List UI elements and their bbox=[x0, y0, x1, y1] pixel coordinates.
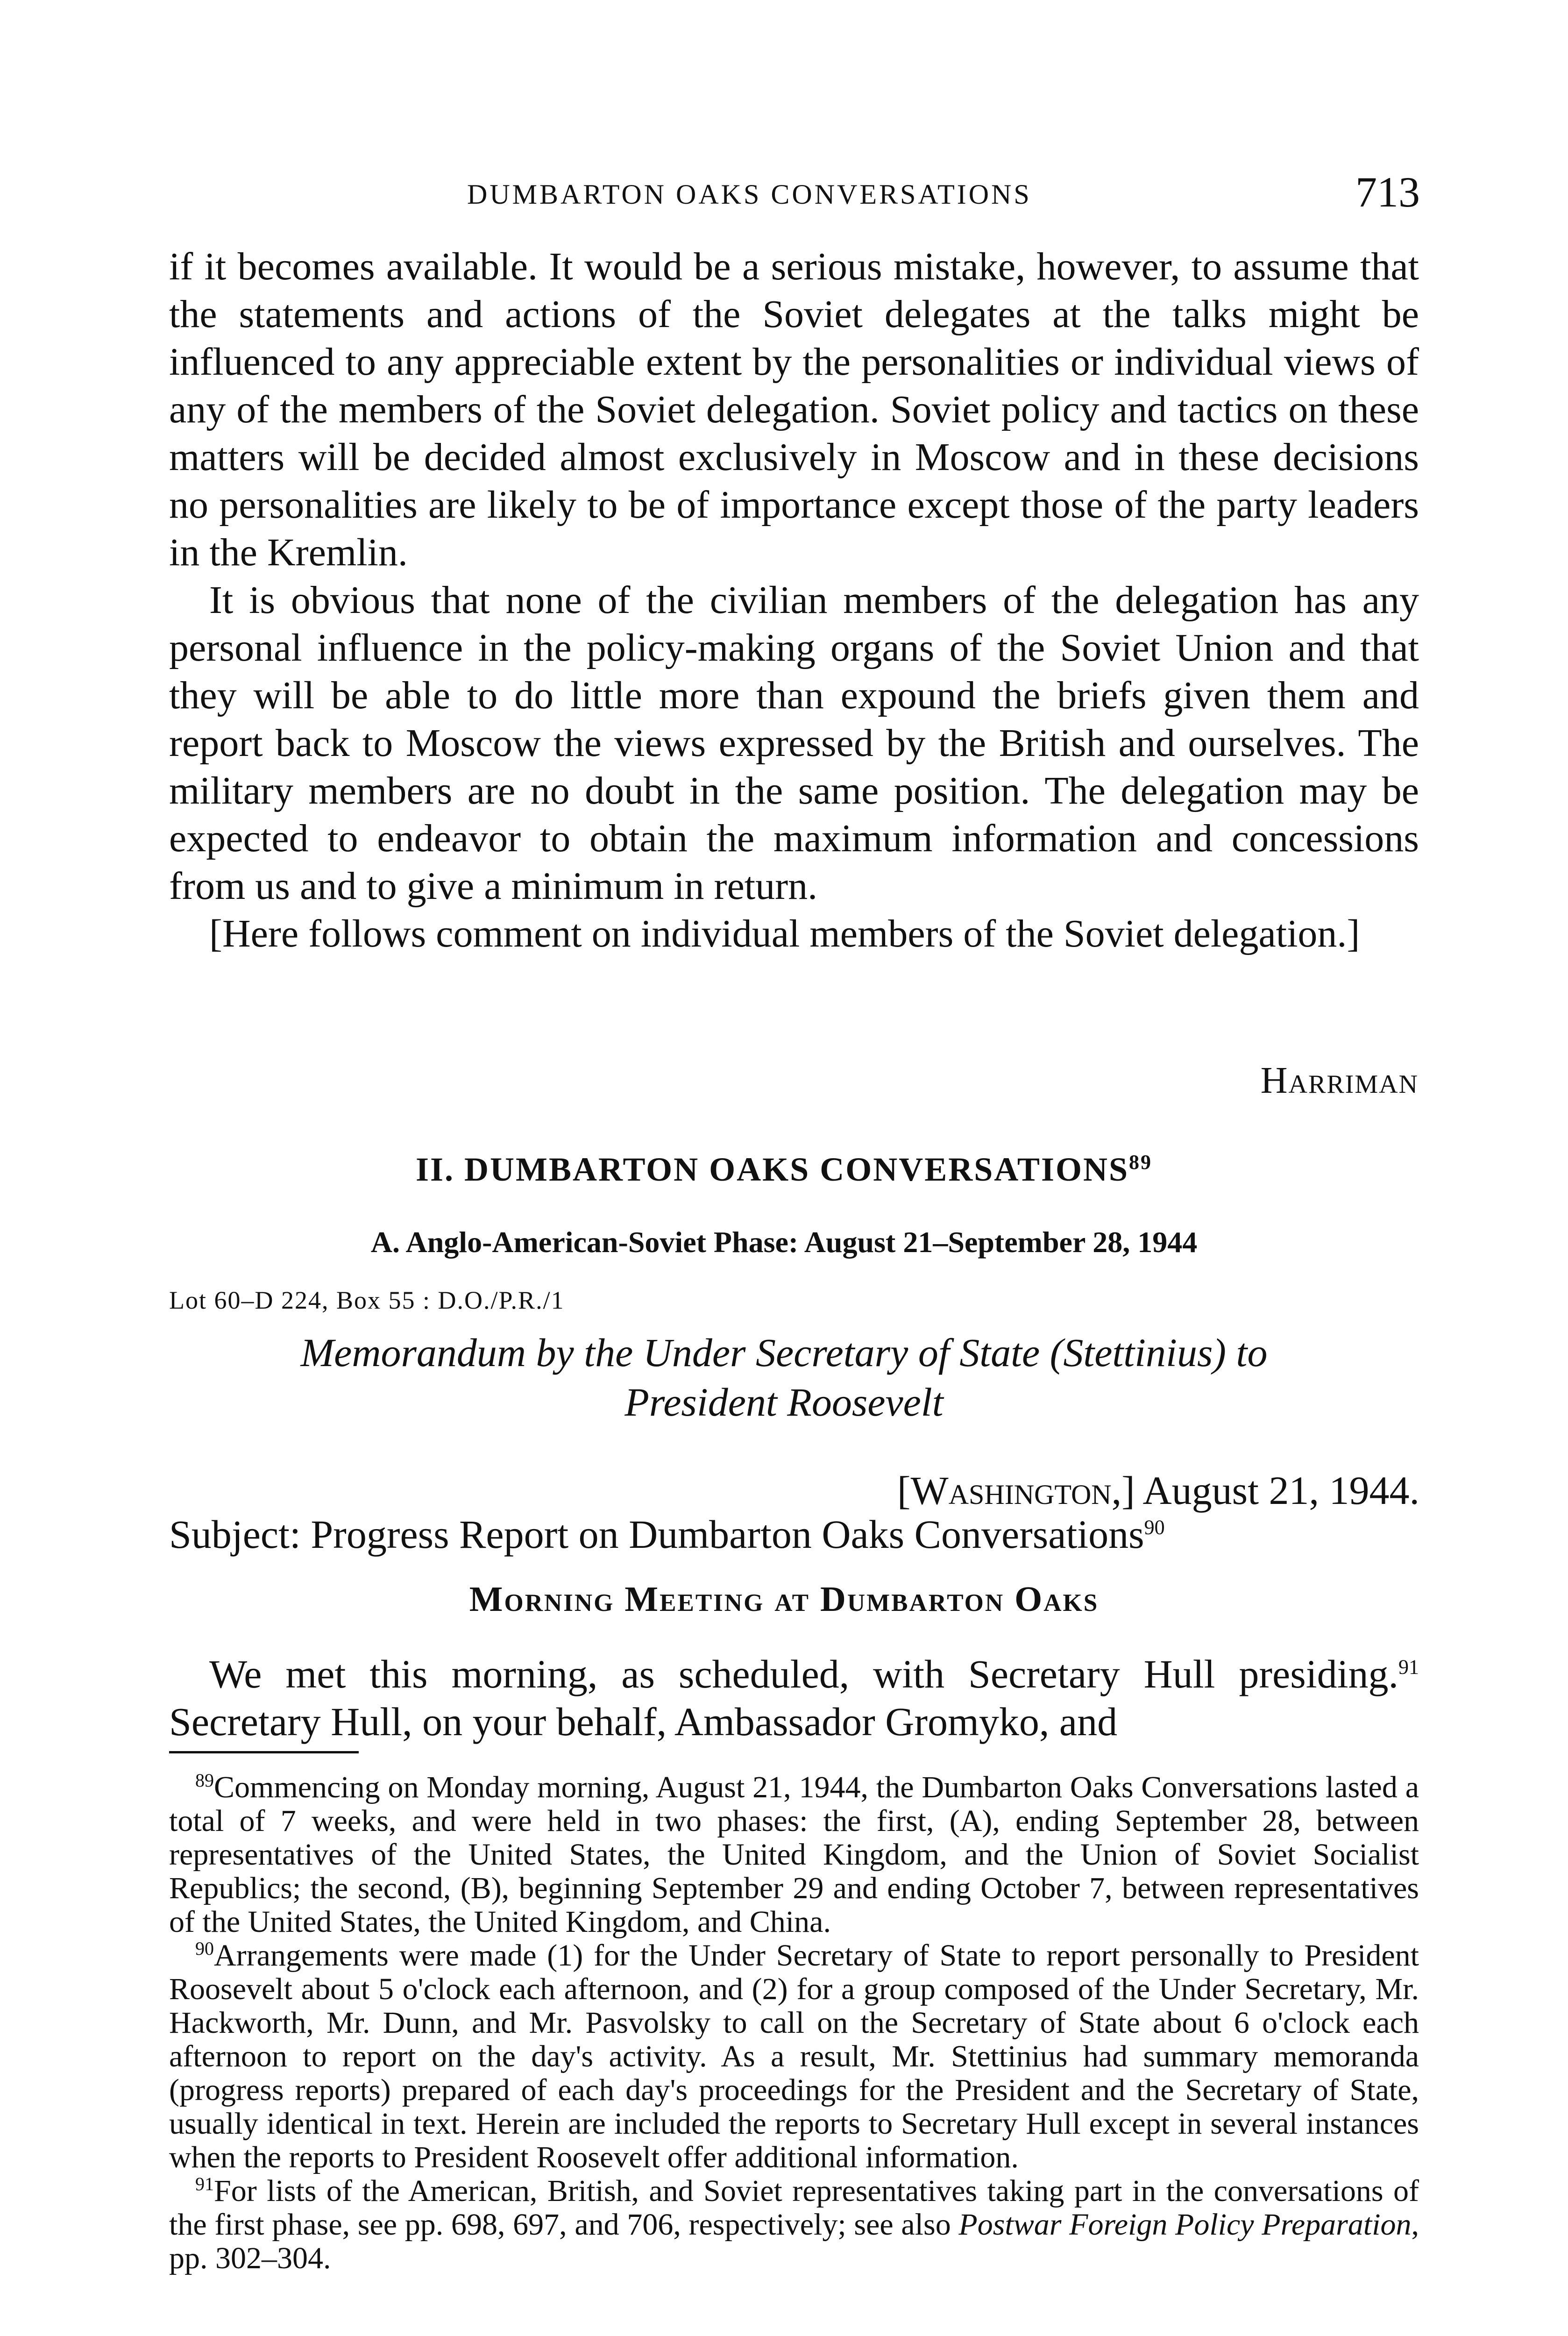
footnote-italic-title: Postwar Foreign Policy Preparation bbox=[958, 2208, 1412, 2242]
body-paragraph: It is obvious that none of the civilian members of the delegation has any personal influence in the policy-making organs of the Soviet Union and that they will be able to do little more than expound the briefs given them and report back to Moscow the views expressed by the British and ourselves. The military members are no doubt in the same position. The delegation may be expected to endeavor to obtain the maximum information and concessions from us and to give a minimum in return. bbox=[169, 578, 1419, 908]
subject-text: Subject: Progress Report on Dumbarton Oaks Conversations bbox=[169, 1512, 1144, 1557]
file-reference: Lot 60–D 224, Box 55 : D.O./P.R./1 bbox=[169, 1286, 565, 1314]
section-heading-text: II. DUMBARTON OAKS CONVERSATIONS bbox=[415, 1151, 1129, 1188]
subject-line bbox=[169, 1511, 1165, 1558]
signature: Harriman bbox=[1260, 1060, 1419, 1101]
footnote-text: Arrangements were made (1) for the Under Secretary of State to report personally to President Roosevelt about 5 o'clock each afternoon, and (2) for a group composed of the Under Secretary, Mr. Hackworth, Mr. Dunn, and Mr. Pasvolsky to call on the Secretary of State about 6 o'clock each afternoon to report on the day's activity. As a result, Mr. Stettinius had summary memoranda (progress reports) prepared of each day's proceedings for the President and the Secretary of State, usually identical in text. Herein are included the reports to Secretary Hull except in several instances when the reports to President Roosevelt offer additional information. bbox=[169, 1938, 1419, 2174]
footnote-text: Commencing on Monday morning, August 21, 1944, the Dumbarton Oaks Conversations lasted a total of 7 weeks, and were held in two phases: the first, (A), ending September 28, between representatives of the United States, the United Kingdom, and the Union of Soviet Socialist Republics; the second, (B), beginning September 29 and ending October 7, between representatives of the United States, the United Kingdom, and China. bbox=[169, 1770, 1419, 1939]
footnote-tail: , pp. 302–304. bbox=[169, 2208, 1419, 2275]
footnote-number: 89 bbox=[195, 1770, 214, 1791]
meeting-heading: Morning Meeting at Dumbarton Oaks bbox=[469, 1580, 1099, 1619]
letter-body bbox=[169, 243, 1419, 958]
footnote-91 bbox=[169, 2174, 1419, 2275]
footnote-ref-89: 89 bbox=[1129, 1151, 1153, 1174]
body-paragraph: if it becomes available. It would be a serious mistake, however, to assume that the statements and actions of the Soviet delegates at the talks might be influenced to any appreciable extent by the personalities or individual views of any of the members of the Soviet delegation. Soviet policy and tactics on these matters will be decided almost exclusively in Moscow and in these decisions no personalities are likely to be of importance except those of the party leaders in the Kremlin. bbox=[169, 245, 1419, 574]
footnote-divider bbox=[169, 1751, 359, 1753]
date-value: August 21, 1944. bbox=[1142, 1468, 1419, 1513]
footnotes bbox=[169, 1771, 1419, 2275]
section-heading bbox=[0, 1150, 1568, 1189]
document-title-line1: Memorandum by the Under Secretary of State (Stettinius) to bbox=[300, 1330, 1268, 1375]
footnote-text: For lists of the American, British, and Soviet representatives taking part in the conversations of the first phase, see pp. 698, 697, and 706, respectively; see also bbox=[169, 2174, 1419, 2242]
meeting-paragraph bbox=[169, 1650, 1419, 1745]
meeting-text-after: Secretary Hull, on your behalf, Ambassador Gromyko, and bbox=[169, 1699, 1118, 1744]
running-title: DUMBARTON OAKS CONVERSATIONS bbox=[467, 179, 1032, 210]
footnote-90 bbox=[169, 1939, 1419, 2174]
running-head bbox=[168, 168, 1420, 225]
footnote-number: 91 bbox=[195, 2173, 214, 2194]
document-title-line2: President Roosevelt bbox=[624, 1380, 944, 1424]
footnote-ref-91: 91 bbox=[1398, 1655, 1419, 1679]
document-title bbox=[0, 1328, 1568, 1427]
body-paragraph: [Here follows comment on individual members of the Soviet delegation.] bbox=[209, 912, 1360, 955]
meeting-text-before: We met this morning, as scheduled, with Secretary Hull presiding. bbox=[209, 1652, 1398, 1696]
footnote-89 bbox=[169, 1771, 1419, 1939]
footnote-ref-90: 90 bbox=[1144, 1516, 1165, 1539]
footnote-number: 90 bbox=[195, 1938, 214, 1959]
date-place: [Washington,] bbox=[897, 1468, 1135, 1513]
sub-heading: A. Anglo-American-Soviet Phase: August 21–September 28, 1944 bbox=[370, 1225, 1198, 1259]
date-line bbox=[897, 1467, 1419, 1514]
page-number: 713 bbox=[1355, 168, 1420, 216]
